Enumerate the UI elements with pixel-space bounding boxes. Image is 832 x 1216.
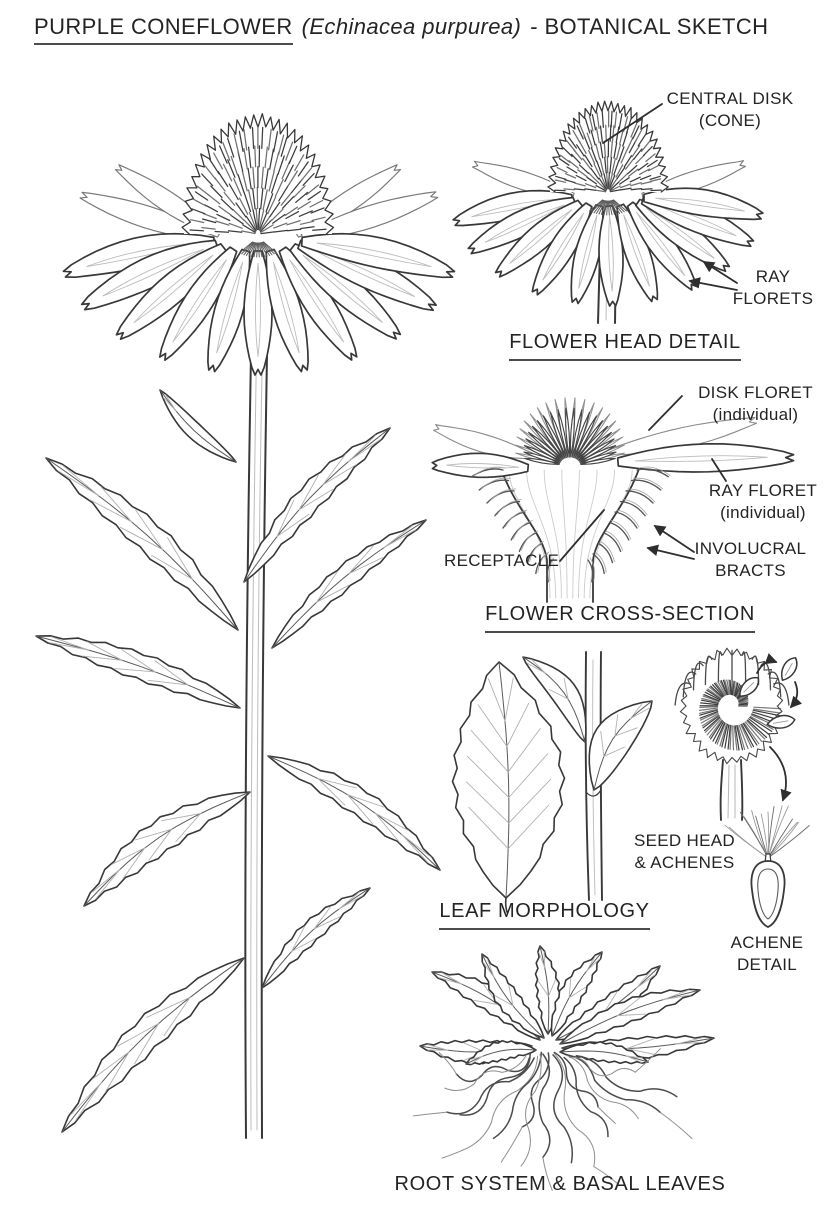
label-achene-detail-line1: ACHENE [730, 933, 804, 952]
label-seed-head [612, 830, 757, 874]
label-involucral-bracts [678, 538, 823, 582]
title-latin-name: (Echinacea purpurea) [301, 14, 522, 39]
label-involucral-line1: INVOLUCRAL [694, 539, 807, 558]
heading-flower-cross-section-text: FLOWER CROSS-SECTION [485, 602, 755, 633]
label-central-disk-line1: CENTRAL DISK [666, 89, 794, 108]
heading-leaf-morphology [437, 899, 652, 930]
heading-leaf-morphology-text: LEAF MORPHOLOGY [439, 899, 649, 930]
title-suffix: - BOTANICAL SKETCH [530, 14, 769, 39]
label-ray-floret-line1: RAY FLORET [708, 481, 818, 500]
heading-flower-cross-section [455, 602, 785, 633]
label-involucral-line2: BRACTS [715, 560, 786, 580]
label-ray-florets-line2: FLORETS [732, 288, 814, 308]
main-plant-drawing [36, 114, 455, 1138]
label-central-disk [655, 88, 805, 132]
label-achene-detail-line2: DETAIL [736, 954, 798, 974]
label-receptacle [444, 550, 574, 572]
title-common-name: PURPLE CONEFLOWER [34, 14, 293, 45]
heading-root-system [375, 1172, 745, 1198]
flower-head-detail-drawing [453, 101, 763, 323]
label-seed-head-line2: & ACHENES [634, 852, 735, 872]
label-receptacle-text: RECEPTACLE [444, 551, 560, 570]
label-achene-detail [702, 932, 832, 976]
label-ray-florets [723, 266, 823, 310]
label-seed-head-line1: SEED HEAD [634, 831, 735, 850]
label-central-disk-line2: (CONE) [698, 110, 762, 130]
root-system-drawing [413, 946, 714, 1190]
page-title [34, 14, 768, 45]
label-disk-floret-line1: DISK FLORET [698, 383, 813, 402]
label-disk-floret [678, 382, 832, 426]
heading-root-system-text: ROOT SYSTEM & BASAL LEAVES [394, 1173, 726, 1195]
label-ray-florets-line1: RAY [755, 267, 791, 286]
label-ray-floret [688, 480, 832, 524]
seed-head-drawing [675, 648, 801, 820]
heading-flower-head-detail-text: FLOWER HEAD DETAIL [509, 330, 741, 361]
heading-flower-head-detail [470, 330, 780, 361]
label-disk-floret-line2: (individual) [712, 404, 799, 424]
label-ray-floret-line2: (individual) [720, 502, 806, 522]
